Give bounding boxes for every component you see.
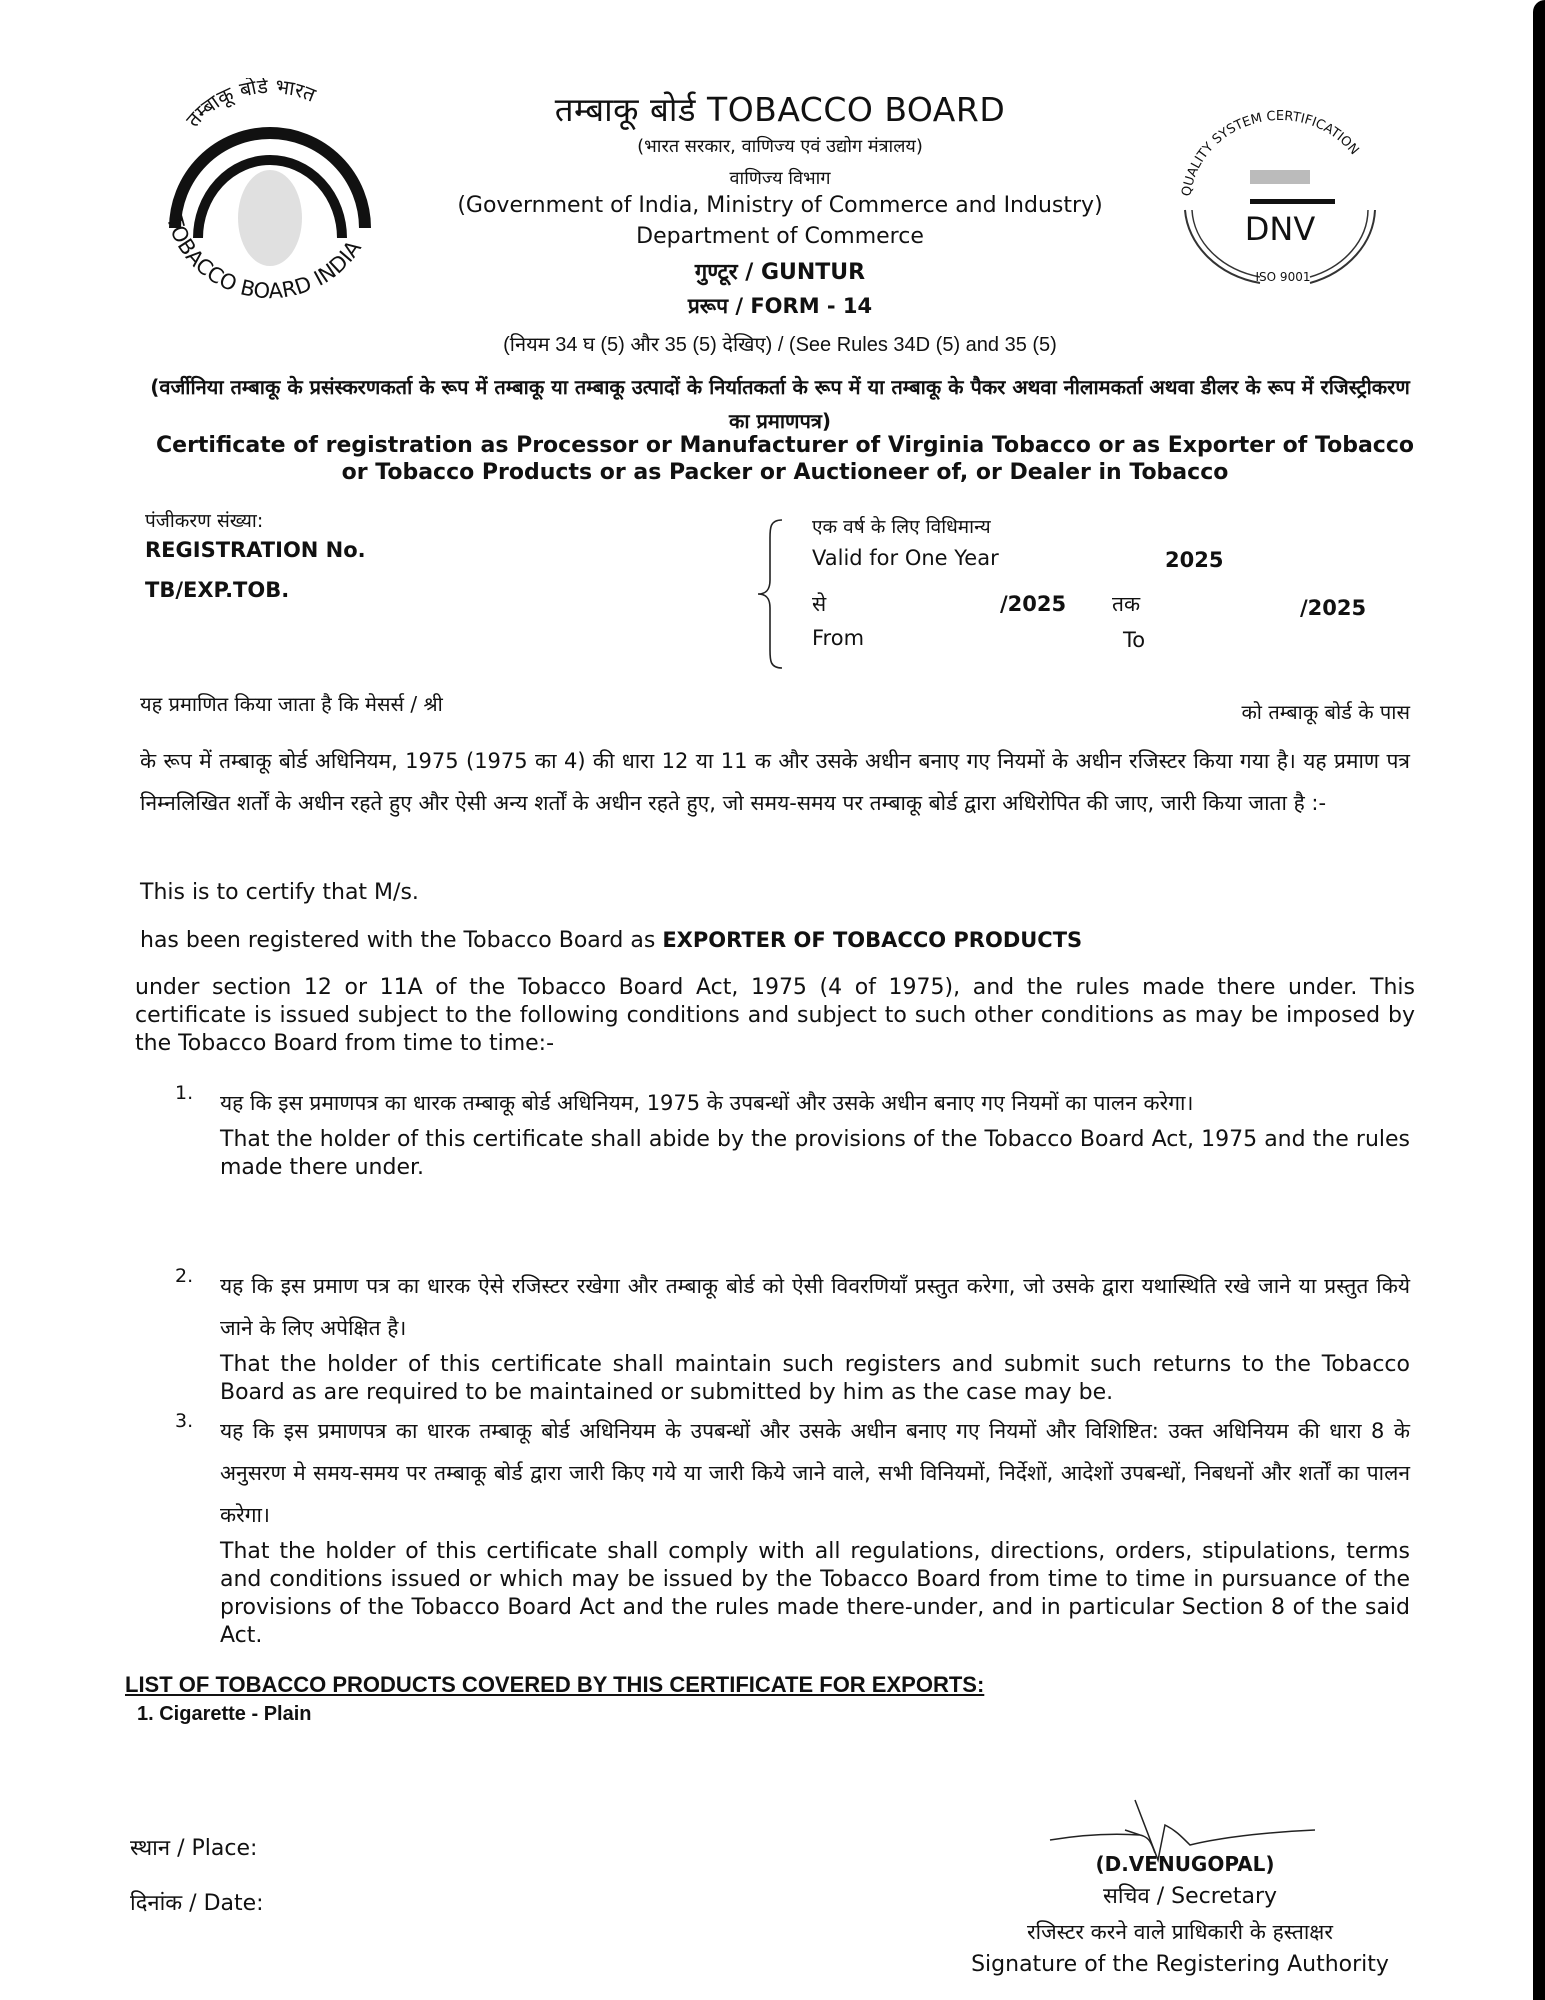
validity-year: 2025 <box>1165 548 1224 572</box>
svg-text:ISO 9001: ISO 9001 <box>1255 270 1311 284</box>
department-line: Department of Commerce <box>636 224 924 249</box>
ministry-hindi: (भारत सरकार, वाणिज्य एवं उद्योग मंत्रालय) <box>637 136 923 157</box>
condition-english: That the holder of this certificate shall maintain such registers and submit such returns to the Tobacco Board as are required to be maintained or submitted by him as the case may be. <box>220 1352 1410 1405</box>
signatory-name: (D.VENUGOPAL) <box>1095 1852 1275 1876</box>
place-label: स्थान / Place: <box>130 1836 258 1861</box>
government-line: (Government of India, Ministry of Commerce and Industry) <box>457 193 1103 218</box>
condition-item <box>175 1082 1410 1182</box>
validity-label: Valid for One Year <box>812 546 999 570</box>
form-number: प्ररूप / FORM - 14 <box>687 294 873 318</box>
condition-number: 2. <box>175 1265 194 1287</box>
condition-hindi: यह कि इस प्रमाण पत्र का धारक ऐसे रजिस्टर रखेगा और तम्बाकू बोर्ड को ऐसी विवरणियाँ प्रस्तुत करेगा, जो उसके द्वारा यथास्थिति रखे जाने या प्रस्तुत किये जाने के लिए अपेक्षित है। <box>220 1274 1410 1340</box>
svg-text:TOBACCO BOARD INDIA: TOBACCO BOARD INDIA <box>161 212 366 304</box>
registration-label-hindi: पंजीकरण संख्या: <box>145 510 264 532</box>
certificate-title-hindi: (वर्जीनिया तम्बाकू के प्रसंस्करणकर्ता के रूप में तम्बाकू या तम्बाकू उत्पादों के निर्यातकर्ता के रूप में या तम्बाकू के पैकर अथवा नीलामकर्ता अथवा डीलर के रूप में रजिस्ट्रीकरण का प्रमाणपत्र) <box>150 375 1410 433</box>
tobacco-board-logo <box>140 78 400 308</box>
condition-item <box>175 1410 1410 1650</box>
department-hindi: वाणिज्य विभाग <box>729 168 831 189</box>
date-label: दिनांक / Date: <box>130 1891 264 1916</box>
from-date: /2025 <box>1000 592 1067 616</box>
registration-number: TB/EXP.TOB. <box>145 578 290 602</box>
registration-label: REGISTRATION No. <box>145 538 366 562</box>
condition-number: 1. <box>175 1082 194 1104</box>
svg-text:QUALITY SYSTEM CERTIFICATION: QUALITY SYSTEM CERTIFICATION <box>1179 108 1362 198</box>
certificate-title-english: Certificate of registration as Processor or Manufacturer of Virginia Tobacco or as Exporter of Tobacco or Tobacco Products or as Packer or Auctioneer of, or Dealer in Tobacco <box>156 433 1414 485</box>
registered-role: EXPORTER OF TOBACCO PRODUCTS <box>662 928 1083 952</box>
tobacco-board-emblem-icon <box>140 78 400 308</box>
svg-text:DNV: DNV <box>1244 210 1316 248</box>
certify-hindi-body: के रूप में तम्बाकू बोर्ड अधिनियम, 1975 (1975 का 4) की धारा 12 या 11 क और उसके अधीन बनाए गए नियमों के अधीन रजिस्टर किया गया है। यह प्रमाण पत्र निम्नलिखित शर्तों के अधीन रहते हुए और ऐसी अन्य शर्तों के अधीन रहते हुए, जो समय-समय पर तम्बाकू बोर्ड द्वारा अधिरोपित की जाए, जारी किया जाता है :- <box>140 749 1410 815</box>
validity-label-hindi: एक वर्ष के लिए विधिमान्य <box>812 516 991 538</box>
condition-number: 3. <box>175 1410 194 1432</box>
condition-hindi: यह कि इस प्रमाणपत्र का धारक तम्बाकू बोर्ड अधिनियम, 1975 के उपबन्धों और उसके अधीन बनाए गए नियमों का पालन करेगा। <box>220 1091 1194 1115</box>
scan-edge <box>1533 0 1545 2000</box>
registered-as-prefix: has been registered with the Tobacco Board as <box>140 928 663 953</box>
condition-english: That the holder of this certificate shall abide by the provisions of the Tobacco Board Act, 1975 and the rules made there under. <box>220 1127 1410 1180</box>
to-date: /2025 <box>1300 596 1367 620</box>
board-title: तम्बाकू बोर्ड TOBACCO BOARD <box>554 90 1006 129</box>
certify-english-body: under section 12 or 11A of the Tobacco Board Act, 1975 (4 of 1975), and the rules made there under. This certificate is issued subject to the following conditions and subject to such other conditions as may be imposed by the Tobacco Board from time to time:- <box>135 975 1415 1056</box>
registered-as-line <box>140 928 1082 953</box>
city-line: गुण्टूर / GUNTUR <box>694 260 866 285</box>
to-label-hindi: तक <box>1112 592 1141 616</box>
curly-brace-icon <box>752 518 788 670</box>
product-item: 1. Cigarette - Plain <box>137 1703 312 1725</box>
signature-caption-hindi: रजिस्टर करने वाले प्राधिकारी के हस्ताक्षर <box>1027 1920 1333 1944</box>
rules-reference: (नियम 34 घ (5) और 35 (5) देखिए) / (See Rules 34D (5) and 35 (5) <box>503 334 1057 356</box>
certify-hindi-right: को तम्बाकू बोर्ड के पास <box>1241 700 1410 724</box>
certify-hindi-start: यह प्रमाणित किया जाता है कि मेसर्स / श्री <box>140 692 443 716</box>
from-label-hindi: से <box>812 592 827 616</box>
to-label: To <box>1123 628 1146 652</box>
condition-hindi: यह कि इस प्रमाणपत्र का धारक तम्बाकू बोर्ड अधिनियम के उपबन्धों और उसके अधीन बनाए गए नियमों और विशिष्टित: उक्त अधिनियम की धारा 8 के अनुसरण मे समय-समय पर तम्बाकू बोर्ड द्वारा जारी किए गये या जारी किये जाने वाले, सभी विनियमों, निर्देशों, आदेशों उपबन्धों, निबधनों और शर्तों का पालन करेगा। <box>220 1419 1410 1527</box>
signature-caption: Signature of the Registering Authority <box>971 1952 1389 1977</box>
dnv-iso-logo <box>1165 95 1395 295</box>
products-heading: LIST OF TOBACCO PRODUCTS COVERED BY THIS CERTIFICATE FOR EXPORTS: <box>125 1672 985 1697</box>
condition-english: That the holder of this certificate shall comply with all regulations, directions, orders, stipulations, terms and conditions issued or which may be issued by the Tobacco Board from time to time in pursuance of the provisions of the Tobacco Board Act and the rules made there-under, and in particular Section 8 of the said Act. <box>220 1539 1410 1648</box>
condition-item <box>175 1265 1410 1407</box>
svg-text:तम्बाकू बोर्ड भारत: तम्बाकू बोर्ड भारत <box>180 78 320 132</box>
from-label: From <box>812 626 865 650</box>
signatory-title: सचिव / Secretary <box>1102 1884 1278 1909</box>
dnv-certification-icon <box>1165 95 1395 295</box>
certify-english-start: This is to certify that M/s. <box>140 880 419 905</box>
